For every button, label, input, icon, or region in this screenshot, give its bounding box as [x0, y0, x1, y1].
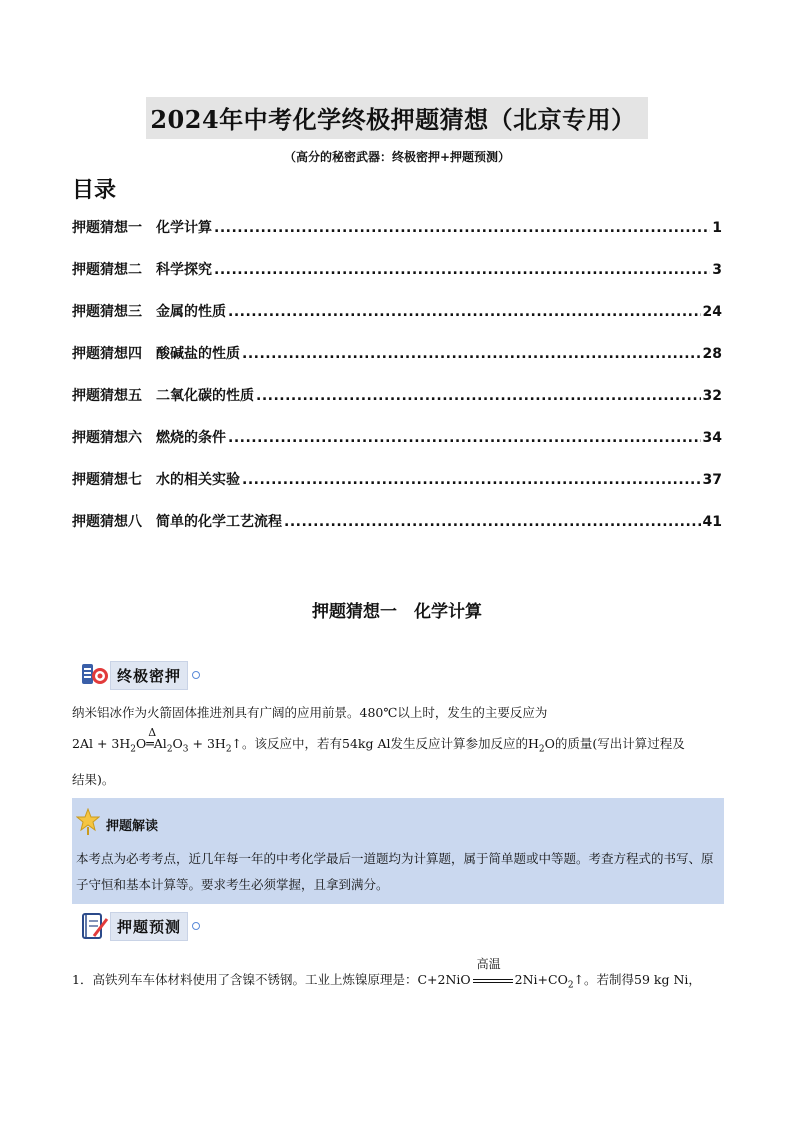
toc-leader — [214, 262, 710, 278]
toc-item[interactable] — [72, 511, 722, 553]
eq-sub: 2 — [538, 744, 545, 755]
notebook-pen-icon — [80, 911, 110, 941]
toc-leader — [242, 346, 701, 362]
eq-al: Al — [153, 736, 167, 751]
table-of-contents — [72, 217, 722, 553]
toc-label: 押题猜想五 — [72, 388, 142, 404]
toc-leader — [242, 472, 701, 488]
title-wrap — [0, 97, 794, 139]
eq-sub: 2 — [567, 980, 574, 991]
toc-label: 押题猜想一 — [72, 220, 142, 236]
q1-part-a: 1．高铁列车车体材料使用了含镍不锈钢。工业上炼镍原理是：C+2NiO — [72, 972, 471, 987]
page-subtitle: （高分的秘密武器：终极密押+押题预测） — [283, 150, 511, 164]
toc-label: 押题猜想二 — [72, 262, 142, 278]
high-temp-equals — [473, 956, 513, 987]
badge-secret — [80, 660, 200, 690]
eq-o: O — [136, 736, 147, 751]
eq-sub: 2 — [225, 744, 232, 755]
badge-dot-icon — [192, 671, 200, 679]
toc-label: 押题猜想六 — [72, 430, 142, 446]
toc-leader — [228, 304, 701, 320]
toc-page: 34 — [702, 430, 722, 446]
toc-topic: 化学计算 — [156, 220, 212, 236]
q1-part-b: 2Ni+CO — [514, 972, 568, 987]
toc-topic: 二氧化碳的性质 — [156, 388, 254, 404]
interpretation-box — [72, 798, 724, 904]
problem-intro: 纳米铝冰作为火箭固体推进剂具有广阔的应用前景。480℃以上时，发生的主要反应为 — [72, 705, 548, 720]
interpretation-title: 押题解读 — [106, 818, 159, 834]
toc-page: 24 — [702, 304, 722, 320]
toc-page: 41 — [702, 514, 722, 530]
heat-equals — [146, 726, 157, 755]
badge-label: 押题预测 — [110, 912, 188, 941]
toc-item[interactable] — [72, 259, 722, 301]
eq-sub: 2 — [166, 744, 173, 755]
toc-label: 押题猜想七 — [72, 472, 142, 488]
toc-leader — [284, 514, 701, 530]
equals-line — [473, 979, 513, 980]
question-1 — [72, 956, 752, 991]
equals-line — [473, 982, 513, 983]
toc-topic: 水的相关实验 — [156, 472, 240, 488]
toc-label: 押题猜想四 — [72, 346, 142, 362]
eq-arrow: ↑ — [231, 736, 243, 751]
toc-label: 押题猜想八 — [72, 514, 142, 530]
toc-item[interactable] — [72, 343, 722, 385]
toc-item[interactable] — [72, 385, 722, 427]
interpretation-header — [76, 808, 158, 840]
toc-topic: 金属的性质 — [156, 304, 226, 320]
eq-o3: O — [172, 736, 183, 751]
condition-label: 高温 — [476, 956, 501, 971]
toc-topic: 燃烧的条件 — [156, 430, 226, 446]
toc-topic: 科学探究 — [156, 262, 212, 278]
target-icon — [80, 660, 110, 690]
problem-end: 结果)。 — [72, 772, 115, 787]
toc-page: 37 — [702, 472, 722, 488]
toc-item[interactable] — [72, 301, 722, 343]
toc-page: 32 — [702, 388, 722, 404]
toc-item[interactable] — [72, 427, 722, 469]
toc-leader — [256, 388, 701, 404]
toc-label: 押题猜想三 — [72, 304, 142, 320]
badge-label: 终极密押 — [110, 661, 188, 690]
toc-leader — [228, 430, 701, 446]
problem-tail-2: O的质量(写出计算过程及 — [544, 736, 685, 751]
toc-heading: 目录 — [72, 178, 117, 203]
badge-dot-icon — [192, 922, 200, 930]
toc-page: 28 — [702, 346, 722, 362]
interpretation-text: 本考点为必考考点，近几年每一年的中考化学最后一道题均为计算题，属于简单题或中等题。考查方程式的书写、原子守恒和基本计算等。要求考生必须掌握，且拿到满分。 — [76, 851, 714, 892]
section-title: 押题猜想一 化学计算 — [312, 602, 482, 622]
toc-page: 3 — [712, 262, 722, 278]
eq-left: 2Al + 3H — [72, 736, 131, 751]
star-icon — [76, 808, 100, 840]
eq-h2: + 3H — [188, 736, 226, 751]
eq-sub: 2 — [130, 744, 136, 755]
toc-item[interactable] — [72, 469, 722, 511]
eq-sub: 3 — [182, 744, 189, 755]
toc-leader — [214, 220, 710, 236]
badge-predict — [80, 911, 200, 941]
q1-part-c: ↑。若制得59 kg Ni， — [573, 972, 701, 987]
equals-sign: ═ — [146, 736, 154, 751]
toc-topic: 简单的化学工艺流程 — [156, 514, 282, 530]
toc-topic: 酸碱盐的性质 — [156, 346, 240, 362]
problem-tail: 。该反应中，若有54kg Al发生反应计算参加反应的H — [242, 736, 539, 751]
problem-equation-line — [72, 726, 724, 761]
toc-page: 1 — [712, 220, 722, 236]
page-title: 2024年中考化学终极押题猜想（北京专用） — [146, 97, 647, 139]
delta-symbol: Δ — [148, 726, 157, 739]
toc-item[interactable] — [72, 217, 722, 259]
